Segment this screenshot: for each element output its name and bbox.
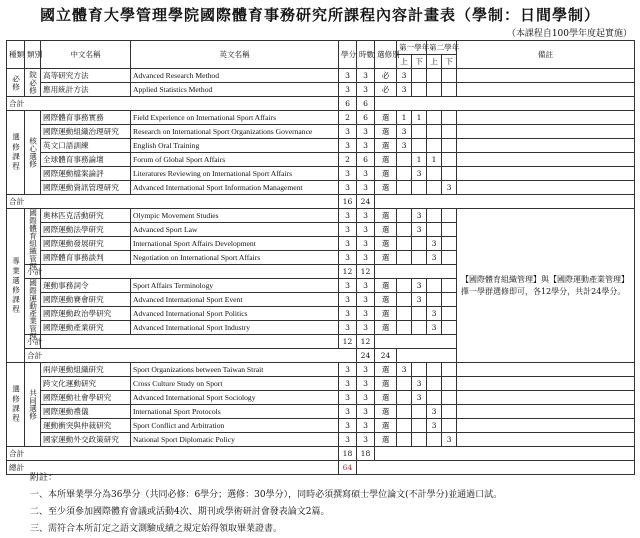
hours: 3 [357,237,375,251]
subtotal-hours: 6 [357,97,375,111]
y1-down [412,405,427,419]
y2-down: 3 [442,433,457,447]
y1-up: 3 [397,125,412,139]
course-en: Forum of Global Sport Affairs [131,153,339,167]
group-org-mgmt: 國際體育組織管理 [25,209,41,265]
hours: 3 [357,405,375,419]
course-en: Sport Organizations between Taiwan Strait [131,363,339,377]
note-1: 一、本所畢業學分為36學分（共同必修：6學分；選修：30學分），同時必須撰寫碩士學位論文(不計學分)並通過口試。 [30,490,503,500]
type: 選 [375,125,397,139]
credits: 3 [339,125,357,139]
y2-down: 3 [442,181,457,195]
y1-down: 3 [412,377,427,391]
credits: 3 [339,405,357,419]
type: 選 [375,167,397,181]
course-en: National Sport Diplomatic Policy [131,433,339,447]
credits: 3 [339,251,357,265]
y2-up [427,363,442,377]
subtotal-credits: 12 [339,335,357,349]
y1-up [397,391,412,405]
course-en: Literatures Reviewing on International Sport Affairs [131,167,339,181]
subtotal-empty [375,195,635,209]
table-row [7,69,635,83]
y1-down [412,307,427,321]
y1-down [412,419,427,433]
type: 選 [375,209,397,223]
subtotal-empty [41,265,339,279]
y1-up [397,433,412,447]
course-zh: 高等研究方法 [41,69,131,83]
type: 選 [375,363,397,377]
hours: 3 [357,223,375,237]
hours: 3 [357,251,375,265]
group-core: 核心選修 [25,111,41,195]
y2-down [442,83,457,97]
y1-up [397,293,412,307]
hours: 3 [357,69,375,83]
remark-empty [457,83,635,97]
y1-up: 3 [397,83,412,97]
y1-up [397,167,412,181]
remark-empty [457,125,635,139]
header-year2: 第二學年 [427,41,457,55]
header-y2-up: 上 [427,55,442,69]
type: 選 [375,223,397,237]
y1-down: 3 [412,167,427,181]
y2-down [442,139,457,153]
subtotal-hours: 18 [357,447,375,461]
type: 選 [375,405,397,419]
note-3: 三、需符合本所訂定之語文測驗成績之規定始得領取畢業證書。 [30,524,283,534]
subtotal-empty [375,335,457,349]
notes-heading: 附註： [30,473,58,483]
y1-down: 3 [412,391,427,405]
type: 選 [375,237,397,251]
remark-empty [457,433,635,447]
credits: 3 [339,321,357,335]
subtotal-row [7,349,635,363]
course-zh: 國際運動產業研究 [41,321,131,335]
y2-up [427,433,442,447]
credits: 3 [339,181,357,195]
y2-up [427,83,442,97]
y2-up: 3 [427,307,442,321]
y2-down [442,307,457,321]
y1-up: 3 [397,69,412,83]
credits: 3 [339,419,357,433]
y2-down [442,125,457,139]
subtotal-hours: 12 [357,335,375,349]
remark-empty [457,419,635,433]
y2-down [442,321,457,335]
page-subtitle: （本課程自100學年度起實施） [506,29,632,39]
subtotal-credits: 6 [339,97,357,111]
credits: 3 [339,69,357,83]
header-remark: 備註 [457,41,635,69]
y1-up [397,377,412,391]
table-row [7,167,635,181]
y1-up [397,419,412,433]
course-en: Olympic Movement Studies [131,209,339,223]
y2-up [427,181,442,195]
hours: 3 [357,391,375,405]
y2-down [442,405,457,419]
hours: 6 [357,153,375,167]
y1-up: 1 [397,111,412,125]
y2-up [427,293,442,307]
course-en: Advanced International Sport Information Management [131,181,339,195]
y1-down [412,69,427,83]
total-label: 總計 [7,461,339,475]
credits: 3 [339,433,357,447]
y2-up [427,279,442,293]
subtotal-hours: 24 [357,195,375,209]
hours: 3 [357,125,375,139]
course-en: Sport Affairs Terminology [131,279,339,293]
credits: 3 [339,377,357,391]
subtotal-label: 合計 [25,349,357,363]
subtotal-empty [375,447,635,461]
y1-down [412,363,427,377]
subtotal-label: 小計 [25,335,41,349]
y1-down [412,125,427,139]
table-row [7,377,635,391]
y2-down [442,153,457,167]
hours: 3 [357,293,375,307]
table-row [7,83,635,97]
course-en: Advanced International Sport Politics [131,307,339,321]
type: 選 [375,279,397,293]
header-hours: 時數 [357,41,375,69]
course-zh: 國際運動發展研究 [41,237,131,251]
table-row [7,125,635,139]
subtotal-row [7,97,635,111]
course-zh: 兩岸運動組織研究 [41,363,131,377]
hours: 3 [357,433,375,447]
course-zh: 國際體育事務談判 [41,251,131,265]
course-zh: 應用統計方法 [41,83,131,97]
table-row [7,405,635,419]
y1-down: 3 [412,279,427,293]
total-credits: 64 [339,461,357,475]
course-zh: 國際運動禮儀 [41,405,131,419]
hours: 3 [357,209,375,223]
remark-empty [457,69,635,83]
y2-down [442,279,457,293]
group-elective: 選修課程 [7,111,25,195]
course-zh: 國際運動組織治理研究 [41,125,131,139]
table-row [7,153,635,167]
group-elective-common: 選修課程 [7,363,25,447]
table-row [7,433,635,447]
y1-up [397,279,412,293]
course-en: Sport Conflict and Arbitration [131,419,339,433]
subtotal-label: 合計 [7,195,339,209]
course-en: Advanced Research Method [131,69,339,83]
y1-up [397,405,412,419]
y1-up [397,153,412,167]
course-en: Field Experience on International Sport Affairs [131,111,339,125]
type: 選 [375,307,397,321]
subtotal-label: 合計 [7,447,339,461]
y2-up: 3 [427,405,442,419]
header-y1-down: 下 [412,55,427,69]
hours: 3 [357,307,375,321]
course-en: Research on International Sport Organizations Governance [131,125,339,139]
credits: 3 [339,223,357,237]
y2-up [427,223,442,237]
group-event-mgmt: 國際運動產業管理 [25,279,41,335]
y1-up [397,251,412,265]
subtotal-label: 小計 [25,265,41,279]
header-category: 種類 [7,41,25,69]
y2-up [427,209,442,223]
hours: 3 [357,363,375,377]
y1-up: 3 [397,139,412,153]
header-zh-name: 中文名稱 [41,41,131,69]
header-sub: 類別 [25,41,41,69]
table-row [7,111,635,125]
subtotal-credits: 12 [339,265,357,279]
type: 選 [375,139,397,153]
course-zh: 全球體育事務論壇 [41,153,131,167]
subtotal-row [7,447,635,461]
type: 選 [375,181,397,195]
table-row [7,419,635,433]
course-zh: 英文口語訓練 [41,139,131,153]
y2-down [442,293,457,307]
subtotal-hours: 12 [357,265,375,279]
course-en: Advanced Sport Law [131,223,339,237]
table-row [7,391,635,405]
y1-up [397,321,412,335]
type: 必 [375,83,397,97]
header-y1-up: 上 [397,55,412,69]
course-zh: 國際運動賽會研究 [41,293,131,307]
group-required: 必修 [7,69,25,97]
type: 選 [375,377,397,391]
type: 選 [375,153,397,167]
y1-up [397,237,412,251]
course-zh: 國際運動政治學研究 [41,307,131,321]
course-en: Cross Culture Study on Sport [131,377,339,391]
y1-down: 1 [412,153,427,167]
type: 選 [375,419,397,433]
y2-down [442,419,457,433]
credits: 3 [339,237,357,251]
remark-empty [457,377,635,391]
remark-empty [457,405,635,419]
remark-empty [457,139,635,153]
y1-down: 3 [412,209,427,223]
type: 選 [375,433,397,447]
hours: 3 [357,321,375,335]
course-zh: 運動衝突與仲裁研究 [41,419,131,433]
remark-empty [457,363,635,377]
type: 選 [375,391,397,405]
credits: 3 [339,139,357,153]
y2-up [427,167,442,181]
credits: 3 [339,363,357,377]
course-en: Advanced International Sport Sociology [131,391,339,405]
y2-down [442,69,457,83]
subtotal-row [7,195,635,209]
course-en: Advanced International Sport Event [131,293,339,307]
type: 選 [375,251,397,265]
subtotal-credits: 16 [339,195,357,209]
course-en: Negotiation on International Sport Affairs [131,251,339,265]
course-en: Applied Statistics Method [131,83,339,97]
remark-empty [457,181,635,195]
credits: 3 [339,307,357,321]
y2-up: 1 [427,153,442,167]
hours: 6 [357,111,375,125]
credits: 2 [339,111,357,125]
header-en-name: 英文名稱 [131,41,339,69]
subtotal-empty [397,349,635,363]
y2-down [442,363,457,377]
hours: 3 [357,279,375,293]
course-en: English Oral Training [131,139,339,153]
y1-down [412,139,427,153]
subtotal-empty [41,335,339,349]
y1-down [412,251,427,265]
page-title: 國立體育大學管理學院國際體育事務研究所課程內容計畫表（學制：日間學制） [39,6,600,24]
type: 選 [375,111,397,125]
subtotal-empty [375,265,457,279]
y2-down [442,209,457,223]
y2-up [427,391,442,405]
table-row [7,139,635,153]
course-zh: 國際運動檔案論評 [41,167,131,181]
y1-down [412,181,427,195]
credits: 3 [339,279,357,293]
group-common: 共同選修 [25,363,41,447]
y2-up: 3 [427,237,442,251]
course-en: International Sport Affairs Development [131,237,339,251]
y1-up: 3 [397,363,412,377]
course-zh: 國際運動社會學研究 [41,391,131,405]
curriculum-table [6,40,635,475]
subtotal-credits: 24 [357,349,375,363]
group-inst-required: 院必修 [25,69,41,97]
y1-down [412,237,427,251]
y1-up [397,307,412,321]
y1-up [397,181,412,195]
course-zh: 跨文化運動研究 [41,377,131,391]
hours: 3 [357,83,375,97]
subtotal-empty [375,97,635,111]
y2-up [427,111,442,125]
hours: 3 [357,167,375,181]
remark-empty [457,153,635,167]
y2-up [427,377,442,391]
hours: 3 [357,139,375,153]
y1-down [412,83,427,97]
y1-down [412,433,427,447]
y2-down [442,391,457,405]
y2-down [442,111,457,125]
course-zh: 國家運動外交政策研究 [41,433,131,447]
course-en: Advanced International Sport Industry [131,321,339,335]
course-zh: 運動事務詞令 [41,279,131,293]
y1-up [397,223,412,237]
y2-up: 3 [427,321,442,335]
type: 選 [375,293,397,307]
header-row [7,41,635,55]
y2-up [427,125,442,139]
note-2: 二、至少須參加國際體育會議或活動4次、期刊或學術研討會發表論文2篇。 [30,507,330,517]
y1-up [397,209,412,223]
credits: 3 [339,83,357,97]
course-zh: 奧林匹克活動研究 [41,209,131,223]
subtotal-credits: 18 [339,447,357,461]
type: 必 [375,69,397,83]
table-row [7,209,635,223]
y2-up: 3 [427,419,442,433]
y2-down [442,223,457,237]
header-credits: 學分 [339,41,357,69]
notes [30,470,502,538]
type: 選 [375,321,397,335]
hours: 3 [357,377,375,391]
table-row [7,181,635,195]
remark-empty [457,111,635,125]
credits: 3 [339,167,357,181]
remark-empty [457,167,635,181]
credits: 3 [339,293,357,307]
header-type: 選修別 [375,41,397,69]
subtotal-label: 合計 [7,97,339,111]
credits: 2 [339,153,357,167]
y2-up [427,139,442,153]
remark-text: 【國際體育組織管理】與【國際運動產業管理】擇一學群選修即可，各12學分，共計24學分。 [457,209,635,363]
y2-down [442,251,457,265]
subtotal-hours: 24 [375,349,397,363]
credits: 3 [339,209,357,223]
y1-down: 3 [412,223,427,237]
credits: 3 [339,391,357,405]
hours: 3 [357,181,375,195]
table-row [7,363,635,377]
hours: 3 [357,419,375,433]
course-zh: 國際運動資訊管理研究 [41,181,131,195]
y1-down: 1 [412,111,427,125]
header-year1: 第一學年 [397,41,427,55]
y2-up [427,69,442,83]
course-en: International Sport Protocols [131,405,339,419]
course-zh: 國際體育事務實務 [41,111,131,125]
course-zh: 國際運動法學研究 [41,223,131,237]
y1-down [412,321,427,335]
y1-down: 3 [412,293,427,307]
header-y2-down: 下 [442,55,457,69]
remark-empty [457,391,635,405]
y2-up: 3 [427,251,442,265]
y2-down [442,167,457,181]
group-professional: 專業選修課程 [7,209,25,363]
y2-down [442,377,457,391]
y2-down [442,237,457,251]
